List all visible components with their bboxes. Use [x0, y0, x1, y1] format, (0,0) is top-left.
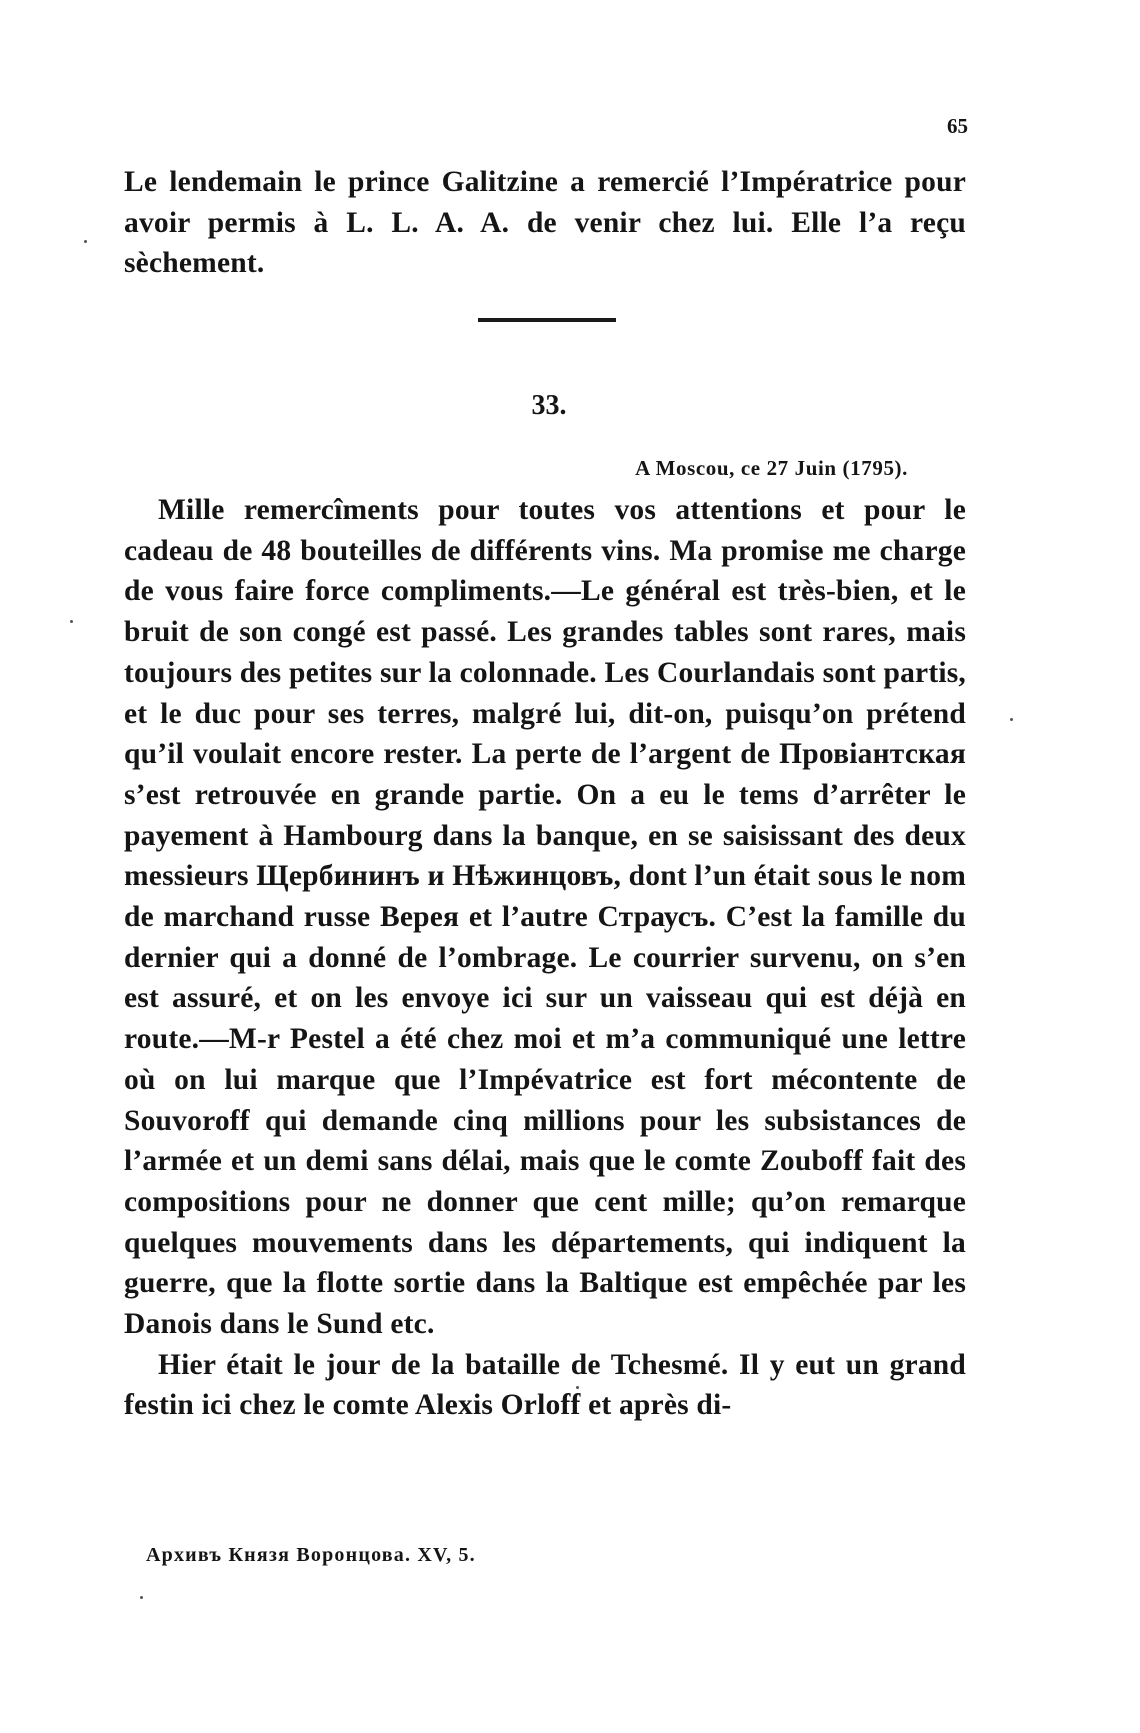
scan-speck: [1010, 718, 1013, 721]
section-divider: [478, 318, 616, 322]
page-number: 65: [947, 114, 968, 138]
intro-paragraph: [124, 162, 966, 284]
scan-speck: [576, 1386, 579, 1389]
intro-text: Le lendemain le prince Galitzine a remercié l’Impératrice pour avoir permis à L. L. A. A. de venir chez lui. Elle l’a reçu sèchement.: [124, 166, 966, 280]
letter-body: [124, 490, 966, 1426]
footer-signature: Архивъ Князя Воронцова. XV, 5.: [146, 1544, 476, 1566]
letter-dateline: A Moscou, ce 27 Juin (1795).: [635, 456, 908, 480]
letter-number: 33.: [531, 390, 567, 421]
scan-speck: [140, 1596, 143, 1599]
letter-paragraph: Mille remercîments pour toutes vos attentions et pour le cadeau de 48 bouteilles de différents vins. Ma promise me charge de vous faire force compliments.—Le général est très-bien, et le bruit de son congé est passé. Les grandes tables sont rares, mais toujours des petites sur la colonnade. Les Courlandais sont partis, et le duc pour ses terres, malgré lui, dit-on, puisqu’on prétend qu’il voulait encore rester. La perte de l’argent de Провіантская s’est retrouvée en grande partie. On a eu le tems d’arrêter le payement à Hambourg dans la banque, en se saisissant des deux messieurs Щербининъ и Нѣжинцовъ, dont l’un était sous le nom de marchand russe Верея et l’autre Страусъ. C’est la famille du dernier qui a donné de l’ombrage. Le courrier survenu, on s’en est assuré, et on les envoye ici sur un vaisseau qui est déjà en route.—M-r Pestel a été chez moi et m’a communiqué une lettre où on lui marque que l’Impévatrice est fort mécontente de Souvoroff qui demande cinq millions pour les subsistances de l’armée et un demi sans délai, mais que le comte Zouboff fait des compositions pour ne donner que cent mille; qu’on remarque quelques mouvements dans les départements, qui indiquent la guerre, que la flotte sortie dans la Baltique est empêchée par les Danois dans le Sund etc.: [124, 494, 966, 1341]
letter-paragraph: Hier était le jour de la bataille de Tchesmé. Il y eut un grand festin ici chez le comte Alexis Orloff et après di-: [124, 1348, 966, 1422]
scan-speck: [70, 620, 73, 623]
scan-speck: [84, 240, 87, 243]
